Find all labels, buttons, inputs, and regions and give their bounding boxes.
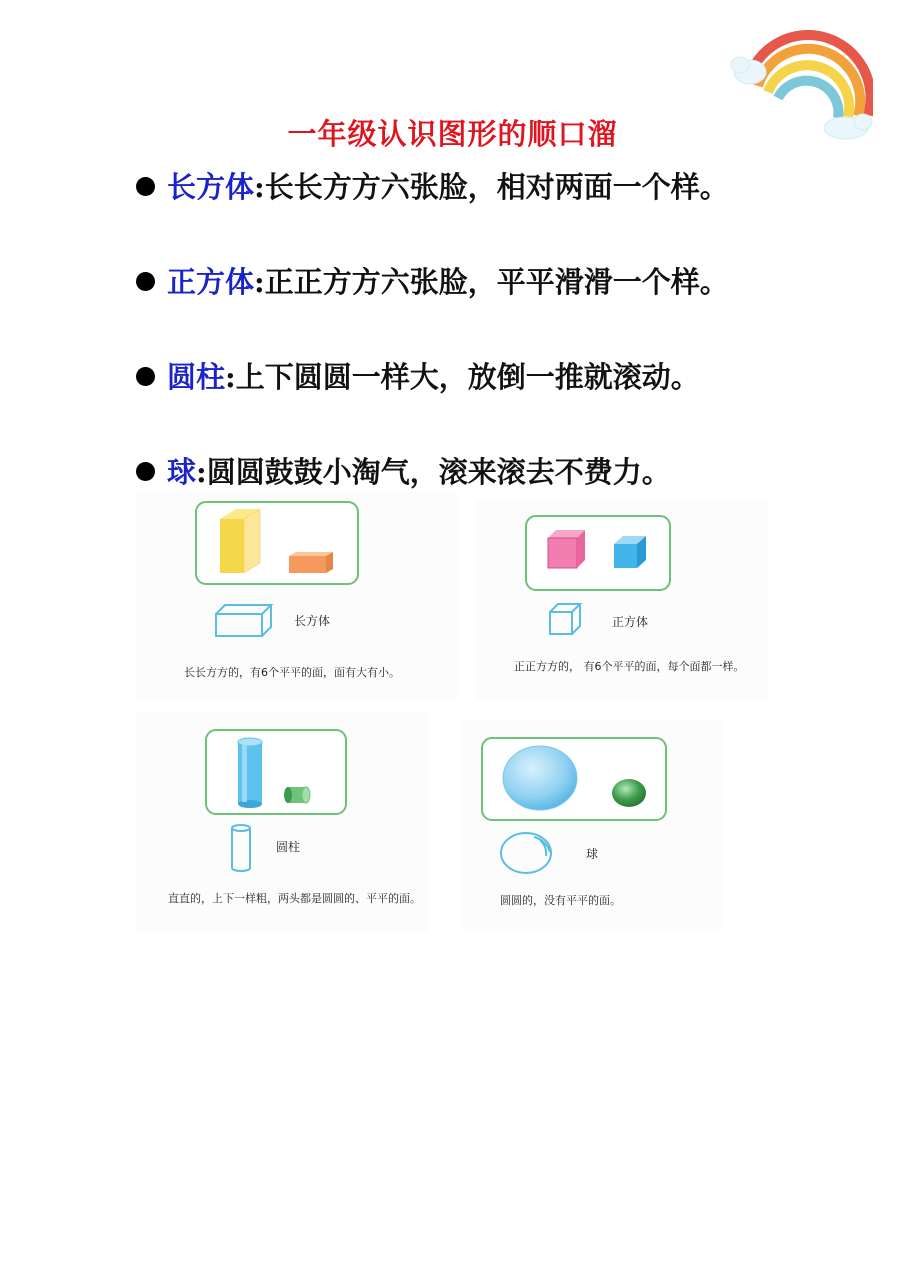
verse-text: 长长方方六张脸，相对两面一个样。	[264, 170, 729, 204]
shape-caption: 正正方方的， 有6个平平的面，每个面都一样。	[514, 660, 745, 673]
shape-label: 正方体	[612, 615, 649, 629]
shape-label: 长方体	[294, 614, 331, 628]
verse-colon: :	[225, 360, 236, 394]
verse-colon: :	[254, 170, 265, 204]
shape-label: 圆柱	[276, 840, 301, 854]
bullet-icon	[136, 367, 155, 386]
panel-cylinder	[136, 712, 428, 932]
bullet-icon	[136, 177, 155, 196]
shape-caption: 圆圆的，没有平平的面。	[500, 894, 621, 907]
verse-cube	[136, 260, 729, 301]
verse-name: 圆柱	[167, 360, 226, 394]
panel-cube	[476, 500, 768, 700]
verse-sphere	[136, 450, 671, 491]
verse-name: 正方体	[167, 265, 255, 299]
shape-caption: 长长方方的，有6个平平的面，面有大有小。	[184, 666, 400, 679]
panel-cuboid	[136, 492, 458, 700]
verse-colon: :	[196, 455, 207, 489]
bullet-icon	[136, 272, 155, 291]
bullet-icon	[136, 462, 155, 481]
verse-colon: :	[254, 265, 265, 299]
panel-sphere	[462, 720, 722, 930]
verse-text: 圆圆鼓鼓小淘气，滚来滚去不费力。	[206, 455, 671, 489]
verse-name: 球	[167, 455, 197, 489]
verse-text: 正正方方六张脸，平平滑滑一个样。	[264, 265, 729, 299]
page-title: 一年级认识图形的顺口溜	[287, 117, 618, 151]
shape-caption: 直直的，上下一样粗，两头都是圆圆的、平平的面。	[168, 892, 421, 905]
verse-text: 上下圆圆一样大，放倒一推就滚动。	[235, 360, 700, 394]
shape-label: 球	[586, 847, 599, 861]
verse-name: 长方体	[167, 170, 255, 204]
verse-cuboid	[136, 165, 729, 206]
verse-cylinder	[136, 355, 700, 396]
